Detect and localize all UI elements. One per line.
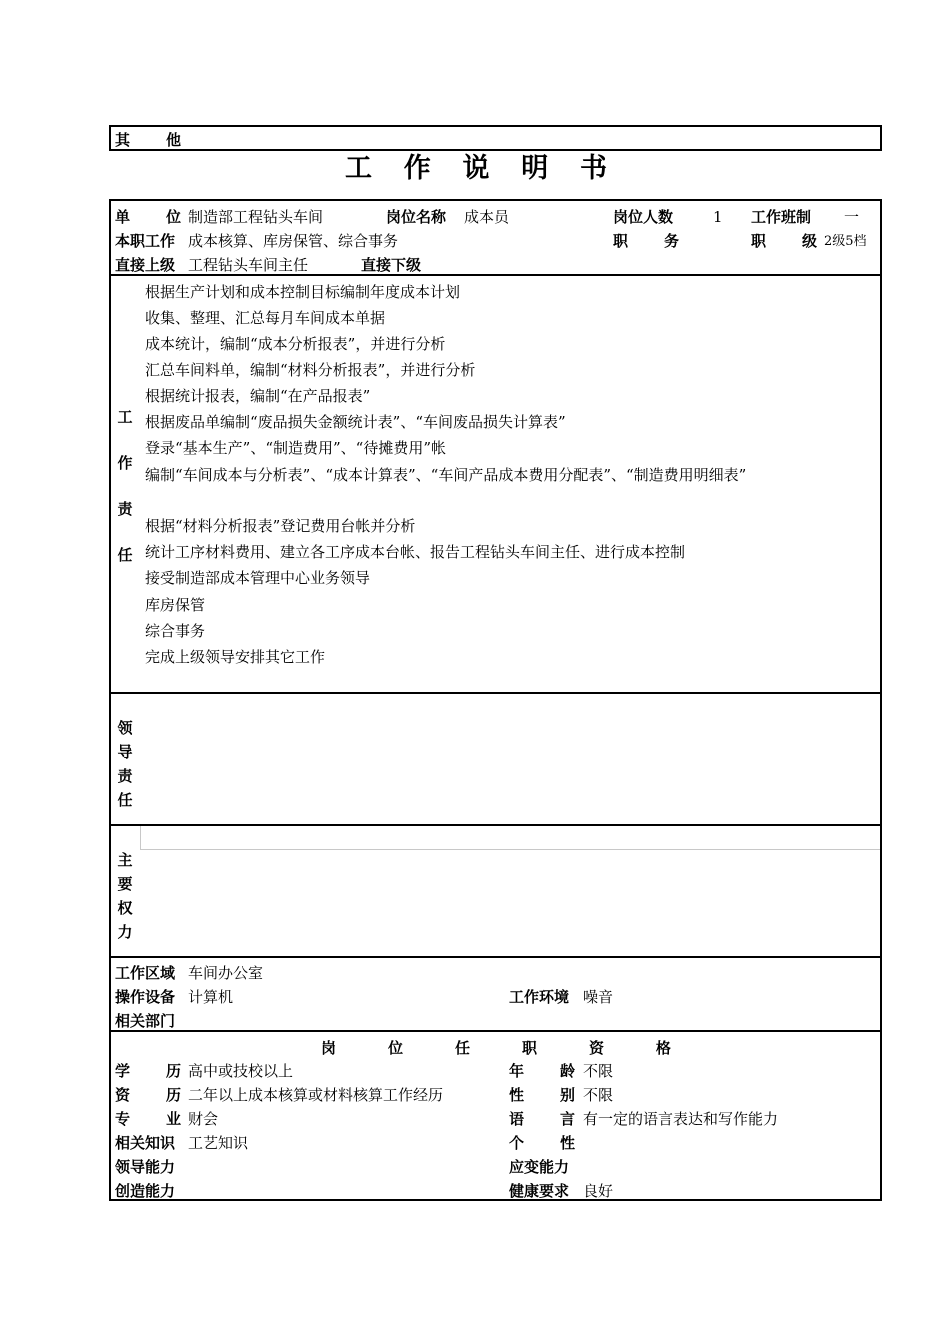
- unit-value: 制造部工程钻头车间: [188, 208, 324, 226]
- unit-label-char: 位: [165, 208, 181, 226]
- experience-value: 二年以上成本核算或材料核算工作经历: [188, 1086, 444, 1104]
- grade-value: 2级5档: [824, 234, 867, 249]
- major-value: 财会: [188, 1110, 219, 1128]
- area-label: 工作区域: [115, 964, 176, 982]
- health-label: 健康要求: [509, 1182, 570, 1200]
- leadership-label-char: 任: [117, 791, 133, 809]
- post-name-value: 成本员: [464, 208, 510, 226]
- education-label: [115, 1061, 181, 1081]
- heading-char: 职: [521, 1039, 537, 1057]
- leadership-label-char: 导: [117, 743, 133, 761]
- heading-char: 岗: [321, 1039, 337, 1057]
- authority-label: [115, 848, 135, 944]
- authority-label-char: 力: [117, 923, 133, 941]
- list-item: 根据“材料分析报表”登记费用台帐并分析: [145, 517, 416, 535]
- list-item: 库房保管: [145, 596, 206, 614]
- responsibilities-label-char: 工: [117, 408, 133, 426]
- title-char: 说: [462, 153, 490, 184]
- divider: [109, 1030, 882, 1032]
- list-item: 根据废品单编制“废品损失金额统计表”、“车间废品损失计算表”: [145, 413, 566, 431]
- other-label-char: 其: [115, 131, 131, 149]
- education-value: 高中或技校以上: [188, 1062, 294, 1080]
- headcount-label: 岗位人数: [613, 208, 674, 226]
- creativity-label: 创造能力: [115, 1182, 176, 1200]
- other-label: [115, 130, 181, 150]
- superior-value: 工程钻头车间主任: [188, 256, 309, 274]
- main-work-label: 本职工作: [115, 232, 176, 250]
- heading-char: 任: [454, 1039, 470, 1057]
- title-char: 明: [521, 153, 549, 184]
- heading-char: 资: [588, 1039, 604, 1057]
- label-char: 历: [165, 1062, 181, 1080]
- label-char: 别: [559, 1086, 575, 1104]
- superior-label: 直接上级: [115, 256, 176, 274]
- language-value: 有一定的语言表达和写作能力: [583, 1110, 779, 1128]
- list-item: 根据统计报表，编制“在产品报表”: [145, 387, 371, 405]
- health-value: 良好: [583, 1182, 614, 1200]
- title-char: 作: [403, 153, 431, 184]
- label-char: 学: [115, 1062, 131, 1080]
- authority-label-char: 要: [117, 875, 133, 893]
- responsibilities-label-char: 责: [117, 500, 133, 518]
- main-work-value: 成本核算、库房保管、综合事务: [188, 232, 399, 250]
- leadership-label-char: 领: [117, 719, 133, 737]
- gender-label: [509, 1085, 575, 1105]
- age-value: 不限: [583, 1062, 614, 1080]
- duty-label: [613, 231, 679, 251]
- subordinate-label: 直接下级: [361, 256, 422, 274]
- personality-label: [509, 1133, 575, 1153]
- label-char: 性: [509, 1086, 525, 1104]
- label-char: 年: [509, 1062, 525, 1080]
- shift-label: 工作班制: [751, 208, 812, 226]
- knowledge-label: 相关知识: [115, 1134, 176, 1152]
- list-item: 收集、整理、汇总每月车间成本单据: [145, 309, 386, 327]
- other-label-char: 他: [165, 131, 181, 149]
- authority-label-char: 主: [117, 851, 133, 869]
- headcount-value: 1: [713, 208, 723, 226]
- label-char: 龄: [559, 1062, 575, 1080]
- equipment-value: 计算机: [188, 988, 234, 1006]
- qualifications-heading: [321, 1038, 671, 1058]
- list-item: 根据生产计划和成本控制目标编制年度成本计划: [145, 283, 461, 301]
- equipment-label: 操作设备: [115, 988, 176, 1006]
- responsibilities-label-char: 作: [117, 454, 133, 472]
- list-item: 汇总车间料单，编制“材料分析报表”，并进行分析: [145, 361, 476, 379]
- label-char: 专: [115, 1110, 131, 1128]
- duty-label-char: 职: [613, 232, 629, 250]
- env-value: 噪音: [583, 988, 614, 1006]
- language-label: [509, 1109, 575, 1129]
- adaptability-label: 应变能力: [509, 1158, 570, 1176]
- knowledge-value: 工艺知识: [188, 1134, 249, 1152]
- list-item: 成本统计，编制“成本分析报表”，并进行分析: [145, 335, 446, 353]
- label-char: 个: [509, 1134, 525, 1152]
- list-item: 综合事务: [145, 622, 206, 640]
- related-dept-label: 相关部门: [115, 1012, 176, 1030]
- label-char: 性: [559, 1134, 575, 1152]
- label-char: 历: [165, 1086, 181, 1104]
- area-value: 车间办公室: [188, 964, 264, 982]
- duty-label-char: 务: [663, 232, 679, 250]
- age-label: [509, 1061, 575, 1081]
- heading-char: 位: [387, 1039, 403, 1057]
- unit-label-char: 单: [115, 208, 131, 226]
- divider: [109, 692, 882, 694]
- authority-inner-rule: [140, 826, 880, 850]
- page-title: [345, 151, 607, 187]
- env-label: 工作环境: [509, 988, 570, 1006]
- list-item: 完成上级领导安排其它工作: [145, 648, 326, 666]
- post-name-label: 岗位名称: [386, 208, 447, 226]
- authority-label-char: 权: [117, 899, 133, 917]
- responsibilities-label-char: 任: [117, 546, 133, 564]
- label-char: 业: [165, 1110, 181, 1128]
- list-item: 登录“基本生产”、“制造费用”、“待摊费用”帐: [145, 439, 447, 457]
- other-bar: [109, 125, 882, 151]
- gender-value: 不限: [583, 1086, 614, 1104]
- list-item: 接受制造部成本管理中心业务领导: [145, 569, 371, 587]
- list-item: 编制“车间成本与分析表”、“成本计算表”、“车间产品成本费用分配表”、“制造费用明细表”: [145, 466, 747, 484]
- title-char: 书: [580, 153, 607, 184]
- leadership-label-char: 责: [117, 767, 133, 785]
- grade-label-char: 职: [751, 232, 767, 250]
- heading-char: 格: [655, 1039, 671, 1057]
- shift-value: 一: [844, 208, 860, 226]
- label-char: 言: [559, 1110, 575, 1128]
- label-char: 资: [115, 1086, 131, 1104]
- experience-label: [115, 1085, 181, 1105]
- unit-label: [115, 207, 181, 227]
- leadership-ability-label: 领导能力: [115, 1158, 176, 1176]
- title-char: 工: [345, 153, 372, 184]
- grade-label-char: 级: [801, 232, 817, 250]
- label-char: 语: [509, 1110, 525, 1128]
- responsibilities-label: [115, 403, 135, 570]
- leadership-label: [115, 716, 135, 812]
- list-item: 统计工序材料费用、建立各工序成本台帐、报告工程钻头车间主任、进行成本控制: [145, 543, 686, 561]
- major-label: [115, 1109, 181, 1129]
- divider: [109, 956, 882, 958]
- grade-label: [751, 231, 817, 251]
